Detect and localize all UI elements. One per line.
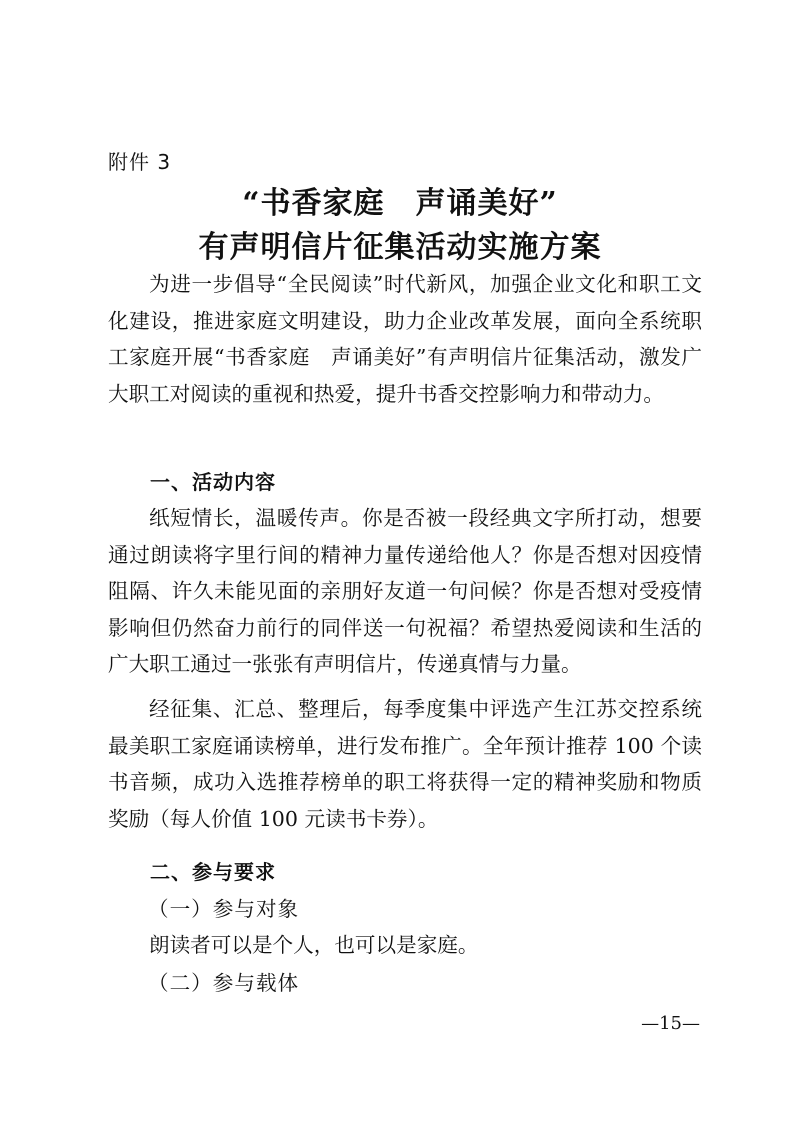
intro-paragraph: 为进一步倡导“全民阅读”时代新风，加强企业文化和职工文化建设，推进家庭文明建设，助力企业改革发展，面向全系统职工家庭开展“书香家庭 声诵美好”有声明信片征集活动，激发广大职工对阅读的重视和热爱，提升书香交控影响力和带动力。	[108, 272, 702, 406]
subsection-2-heading: （二）参与载体	[148, 971, 300, 995]
subsection-1-heading: （一）参与对象	[148, 897, 300, 921]
section-1-paragraph-2: 经征集、汇总、整理后，每季度集中评选产生江苏交控系统最美职工家庭诵读榜单，进行发布推广。全年预计推荐 100 个读书音频，成功入选推荐榜单的职工将获得一定的精神奖励和物质奖励（每人价值 100 元读书卡券）。	[108, 697, 702, 831]
page-number: —15—	[641, 1013, 700, 1034]
document-title-line-1: “书香家庭 声诵美好”	[242, 186, 558, 221]
attachment-label: 附件 3	[108, 150, 172, 174]
document-title-line-2: 有声明信片征集活动实施方案	[198, 230, 602, 265]
subsection-1-text: 朗读者可以是个人，也可以是家庭。	[149, 933, 479, 957]
section-1-paragraph-1: 纸短情长，温暖传声。你是否被一段经典文字所打动，想要通过朗读将字里行间的精神力量传递给他人？你是否想对因疫情阻隔、许久未能见面的亲朋好友道一句问候？你是否想对受疫情影响但仍然奋力前行的同伴送一句祝福？希望热爱阅读和生活的广大职工通过一张张有声明信片，传递真情与力量。	[108, 506, 702, 676]
section-1-heading: 一、活动内容	[150, 470, 276, 494]
section-2-heading: 二、参与要求	[150, 860, 276, 884]
